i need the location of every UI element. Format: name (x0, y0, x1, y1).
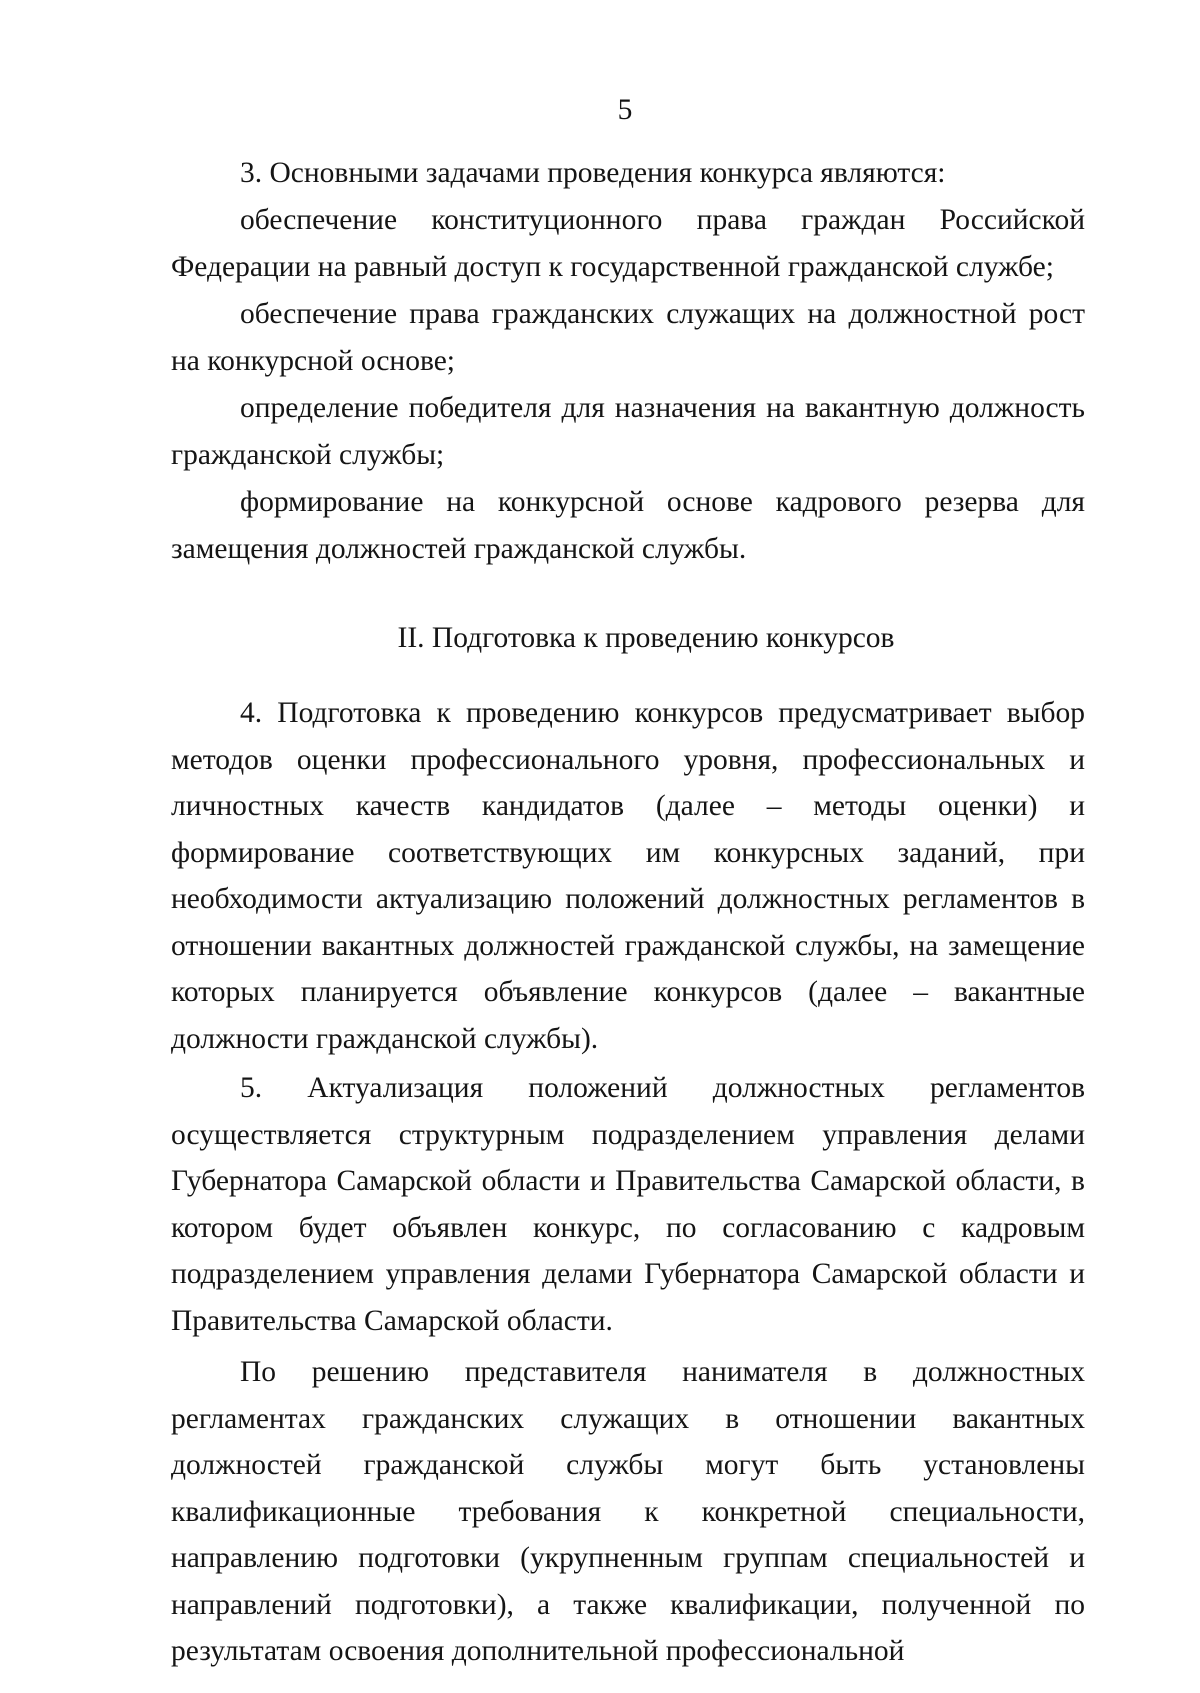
paragraph-item-4: 4. Подготовка к проведению конкурсов предусматривает выбор методов оценки профессионального уровня, профессиональных и личностных качеств кандидатов (далее – методы оценки) и формирование соответствующих им конкурсных заданий, при необходимости актуализацию положений должностных регламентов в отношении вакантных должностей гражданской службы, на замещение которых планируется объявление конкурсов (далее – вакантные должности гражданской службы). (171, 697, 1085, 1055)
page-number: 5 (617, 94, 633, 126)
document-body (171, 150, 1085, 1675)
spacer (171, 573, 1085, 615)
paragraph-task-winner: определение победителя для назначения на вакантную должность гражданской службы; (171, 392, 1085, 471)
paragraph-task-career-growth: обеспечение права гражданских служащих на должностной рост на конкурсной основе; (171, 298, 1085, 377)
paragraph-item-5: 5. Актуализация положений должностных регламентов осуществляется структурным подразделением управления делами Губернатора Самарской области и Правительства Самарской области, в котором будет объявлен конкурс, по согласованию с кадровым подразделением управления делами Губернатора Самарской области и Правительства Самарской области. (171, 1072, 1085, 1337)
section-heading: II. Подготовка к проведению конкурсов (397, 622, 895, 654)
paragraph-task-reserve: формирование на конкурсной основе кадрового резерва для замещения должностей гражданской службы. (171, 486, 1085, 565)
paragraph-tasks-intro: 3. Основными задачами проведения конкурса являются: (240, 157, 946, 189)
paragraph-task-equal-access: обеспечение конституционного права граждан Российской Федерации на равный доступ к государственной гражданской службе; (171, 204, 1085, 283)
spacer (171, 662, 1085, 690)
paragraph-employer-decision: По решению представителя нанимателя в должностных регламентах гражданских служащих в отношении вакантных должностей гражданской службы могут быть установлены квалификационные требования к конкретной специальности, направлению подготовки (укрупненным группам специальностей и направлений подготовки), а также квалификации, полученной по результатам освоения дополнительной профессиональной (171, 1356, 1085, 1667)
